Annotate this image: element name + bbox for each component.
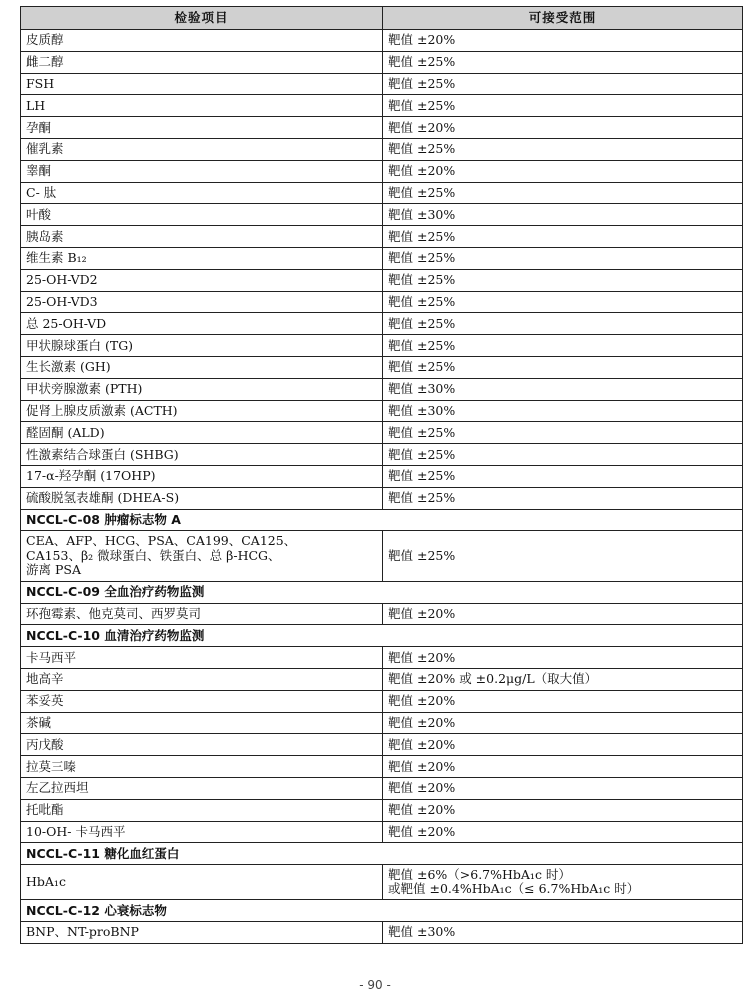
table-row [21,30,743,52]
item-name: 25-OH-VD3 [21,291,383,313]
table-row [21,444,743,466]
item-range: 靶值 ±30% [383,400,743,422]
item-name: 甲状旁腺激素 (PTH) [21,378,383,400]
item-name: 10-OH- 卡马西平 [21,821,383,843]
item-name: BNP、NT-proBNP [21,921,383,943]
item-name: C- 肽 [21,182,383,204]
item-range: 靶值 ±25% [383,313,743,335]
table-row [21,400,743,422]
item-range: 靶值 ±20% [383,647,743,669]
section-header-row [21,581,743,603]
item-name: 茶碱 [21,712,383,734]
table-row [21,921,743,943]
item-name: 地高辛 [21,669,383,691]
item-range: 靶值 ±25% [383,356,743,378]
table-row [21,669,743,691]
item-name: 丙戊酸 [21,734,383,756]
section-header-row [21,843,743,865]
item-name: 性激素结合球蛋白 (SHBG) [21,444,383,466]
item-range: 靶值 ±25% [383,422,743,444]
table-row [21,226,743,248]
item-name: 左乙拉西坦 [21,778,383,800]
item-range: 靶值 ±25% [383,73,743,95]
range-line: 靶值 ±6%（>6.7%HbA₁c 时） [388,867,571,883]
item-line: CEA、AFP、HCG、PSA、CA199、CA125、 [26,533,297,549]
item-name: 催乳素 [21,138,383,160]
item-name: 促肾上腺皮质激素 (ACTH) [21,400,383,422]
section-title-11: NCCL-C-11 糖化血红蛋白 [21,843,743,865]
item-range: 靶值 ±25% [383,291,743,313]
item-name: 维生素 B₁₂ [21,247,383,269]
header-range: 可接受范围 [383,7,743,30]
header-item: 检验项目 [21,7,383,30]
item-range: 靶值 ±20% [383,778,743,800]
item-range: 靶值 ±20% [383,117,743,139]
item-name: 甲状腺球蛋白 (TG) [21,335,383,357]
item-range: 靶值 ±25% [383,95,743,117]
table-row [21,799,743,821]
item-range: 靶值 ±20% [383,712,743,734]
table-row [21,247,743,269]
item-name: 环孢霉素、他克莫司、西罗莫司 [21,603,383,625]
table-header-row [21,7,743,30]
item-range: 靶值 ±20% [383,799,743,821]
item-name: 睾酮 [21,160,383,182]
table-row [21,465,743,487]
item-name: 胰岛素 [21,226,383,248]
item-name: HbA₁c [21,865,383,900]
table-row [21,487,743,509]
item-range: 靶值 ±20% [383,734,743,756]
item-line: CA153、β₂ 微球蛋白、铁蛋白、总 β-HCG、 [26,547,281,563]
table-row [21,51,743,73]
table-row [21,378,743,400]
table-row [21,531,743,582]
item-name: 雌二醇 [21,51,383,73]
table-row [21,73,743,95]
table-row [21,647,743,669]
item-name: 拉莫三嗪 [21,756,383,778]
section-header-row [21,625,743,647]
item-range: 靶值 ±25% [383,487,743,509]
item-range: 靶值 ±20% [383,30,743,52]
item-range: 靶值 ±20% [383,756,743,778]
table-row [21,204,743,226]
table-row [21,865,743,900]
item-range: 靶值 ±20% [383,160,743,182]
item-range: 靶值 ±25% [383,335,743,357]
item-name: 25-OH-VD2 [21,269,383,291]
item-range: 靶值 ±20% 或 ±0.2μg/L（取大值） [383,669,743,691]
table-row [21,269,743,291]
section-title-12: NCCL-C-12 心衰标志物 [21,900,743,922]
item-range: 靶值 ±25% [383,465,743,487]
item-name: 生长激素 (GH) [21,356,383,378]
item-name: 硫酸脱氢表雄酮 (DHEA-S) [21,487,383,509]
section-title-09: NCCL-C-09 全血治疗药物监测 [21,581,743,603]
table-row [21,778,743,800]
table-row [21,335,743,357]
range-line: 或靶值 ±0.4%HbA₁c（≤ 6.7%HbA₁c 时） [388,881,640,897]
page-number: - 90 - [359,978,391,992]
table-row [21,291,743,313]
table-row [21,356,743,378]
item-range: 靶值 ±25% [383,182,743,204]
item-range: 靶值 ±30% [383,204,743,226]
item-range: 靶值 ±25% [383,51,743,73]
section-header-row [21,509,743,531]
table-row [21,712,743,734]
item-name: 17-α-羟孕酮 (17OHP) [21,465,383,487]
table-row [21,422,743,444]
table-row [21,95,743,117]
item-name: 叶酸 [21,204,383,226]
table-row [21,756,743,778]
item-range: 靶值 ±25% [383,531,743,582]
item-name: 醛固酮 (ALD) [21,422,383,444]
item-name: 卡马西平 [21,647,383,669]
table-row [21,138,743,160]
table-row [21,603,743,625]
item-line: 游离 PSA [26,562,81,578]
item-range: 靶值 ±20% [383,603,743,625]
item-name: FSH [21,73,383,95]
acceptance-range-table [20,6,743,944]
table-row [21,182,743,204]
table-row [21,734,743,756]
table-row [21,313,743,335]
item-range-multiline [383,865,743,900]
item-name: 托吡酯 [21,799,383,821]
tumor-marker-items [21,531,383,582]
item-range: 靶值 ±20% [383,690,743,712]
item-range: 靶值 ±25% [383,138,743,160]
table-row [21,821,743,843]
section-header-row [21,900,743,922]
item-name: LH [21,95,383,117]
table-row [21,160,743,182]
item-name: 孕酮 [21,117,383,139]
item-name: 苯妥英 [21,690,383,712]
item-name: 总 25-OH-VD [21,313,383,335]
item-range: 靶值 ±25% [383,226,743,248]
item-range: 靶值 ±25% [383,247,743,269]
section-title-10: NCCL-C-10 血清治疗药物监测 [21,625,743,647]
table-row [21,690,743,712]
item-range: 靶值 ±25% [383,444,743,466]
item-range: 靶值 ±30% [383,378,743,400]
table-row [21,117,743,139]
item-range: 靶值 ±20% [383,821,743,843]
item-name: 皮质醇 [21,30,383,52]
item-range: 靶值 ±30% [383,921,743,943]
item-range: 靶值 ±25% [383,269,743,291]
section-title-08: NCCL-C-08 肿瘤标志物 A [21,509,743,531]
